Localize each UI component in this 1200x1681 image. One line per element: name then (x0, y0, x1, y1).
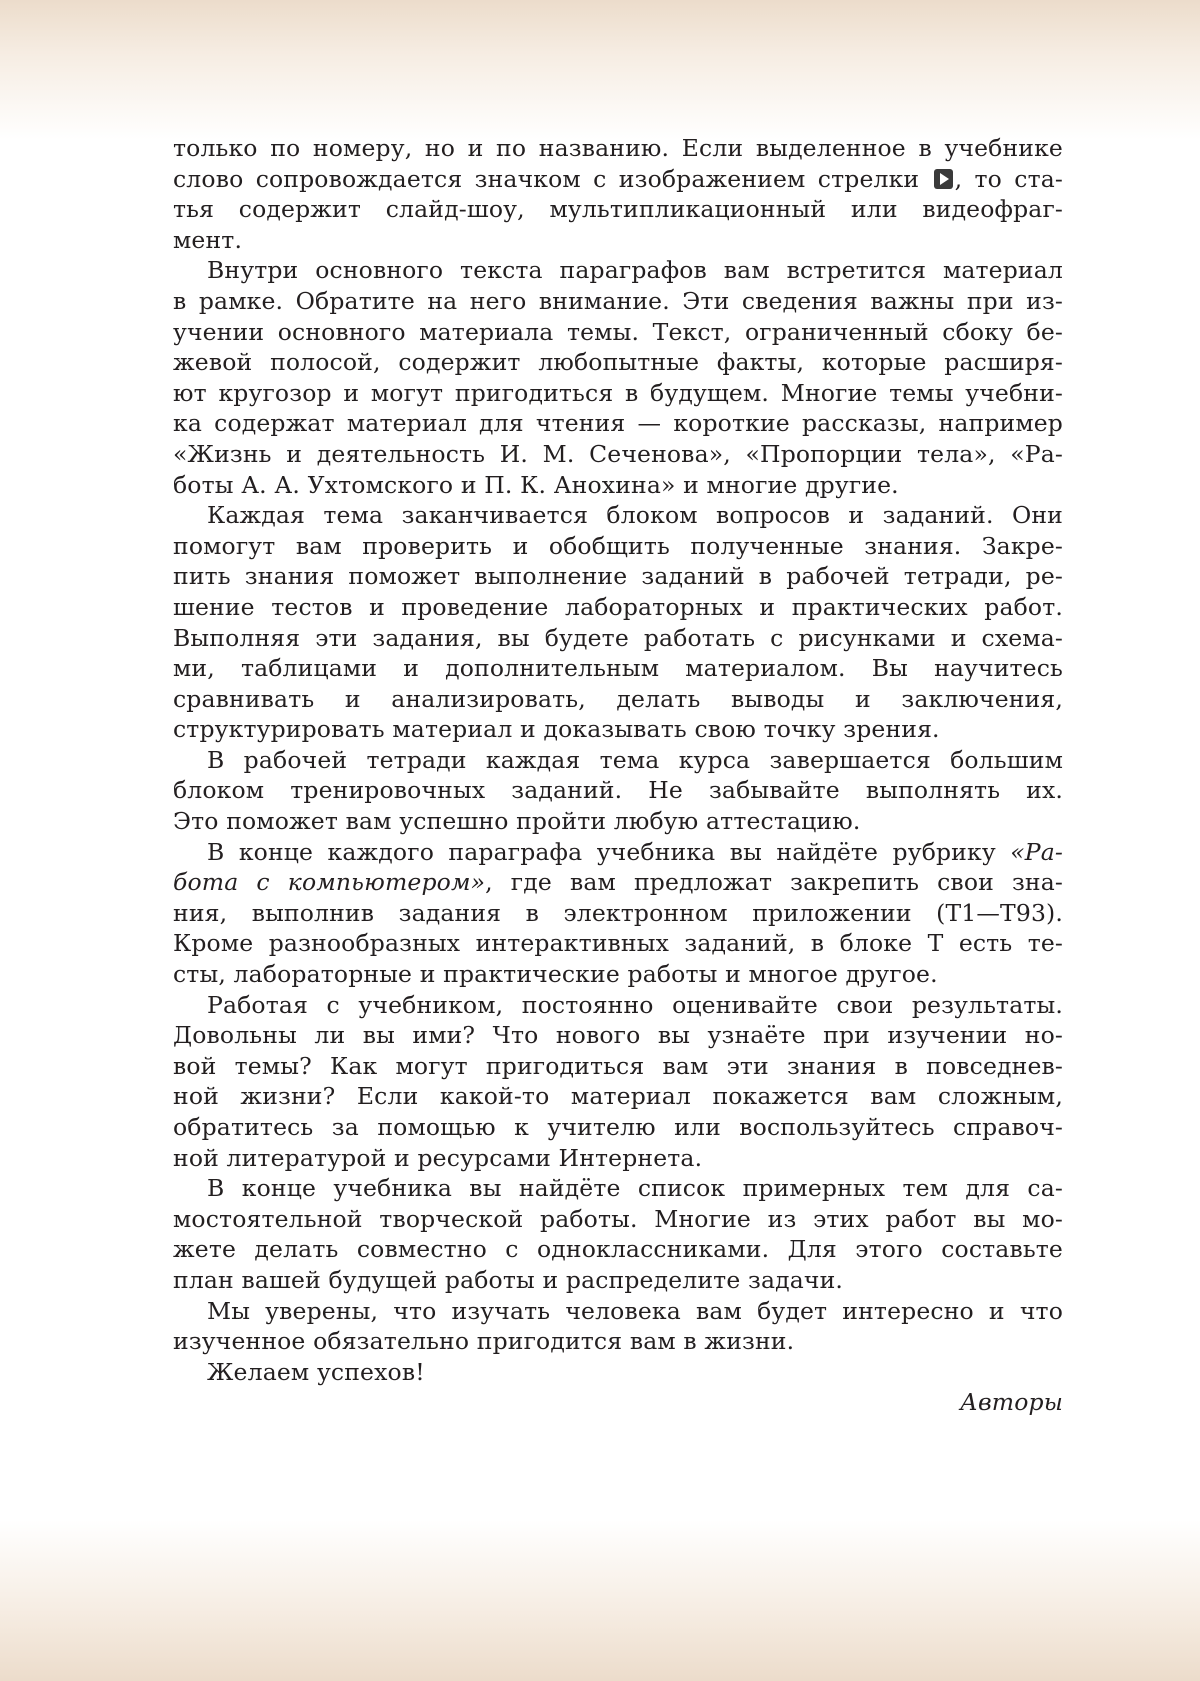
text-line: вой темы? Как могут пригодиться вам эти знания в повседнев- (173, 1051, 1063, 1080)
text-line: сравнивать и анализировать, делать выводы и заключения, (173, 684, 1063, 713)
text-line: учении основного материала темы. Текст, ограниченный сбоку бе- (173, 317, 1063, 346)
text-line: Внутри основного текста параграфов вам встретится материал (207, 256, 1063, 285)
text-line: боты А. А. Ухтомского и П. К. Анохина» и многие другие. (173, 470, 899, 499)
text-line: Довольны ли вы ими? Что нового вы узнаёте при изучении но- (173, 1021, 1063, 1050)
text-line: Работая с учебником, постоянно оценивайте свои результаты. (207, 990, 1063, 1019)
text-line: Это поможет вам успешно пройти любую аттестацию. (173, 807, 861, 836)
play-arrow-icon (934, 169, 953, 189)
text-line: помогут вам проверить и обобщить полученные знания. Закре- (173, 531, 1063, 560)
text-line: сты, лабораторные и практические работы и многое другое. (173, 960, 938, 989)
text-line: Желаем успехов! (207, 1357, 425, 1386)
text-line: ной литературой и ресурсами Интернета. (173, 1143, 703, 1172)
italic-text: бота с компьютером» (173, 868, 486, 897)
text-line: обратитесь за помощью к учителю или воспользуйтесь справоч- (173, 1113, 1063, 1141)
text-line: Выполняя эти задания, вы будете работать с рисунками и схема- (173, 623, 1063, 652)
text-line: ка содержат материал для чтения — короткие рассказы, например (173, 409, 1063, 438)
text-line: жете делать совместно с одноклассниками. Для этого составьте (173, 1235, 1063, 1264)
text-line: ной жизни? Если какой-то материал покажется вам сложным, (173, 1082, 1063, 1111)
text-line: ния, выполнив задания в электронном приложении (Т1—Т93). (173, 898, 1063, 927)
italic-text: «Ра- (1010, 837, 1063, 866)
text-line: слово сопровождается значком с изображением стрелки , то ста- (173, 164, 1063, 193)
text-line: структурировать материал и доказывать свою точку зрения. (173, 715, 940, 744)
text-line: В рабочей тетради каждая тема курса завершается большим (207, 745, 1063, 774)
text-line: изученное обязательно пригодится вам в жизни. (173, 1327, 795, 1356)
body-text (173, 133, 1063, 1418)
text-line: ми, таблицами и дополнительным материалом. Вы научитесь (173, 654, 1063, 683)
text-line: только по номеру, но и по названию. Если выделенное в учебнике (173, 134, 1063, 162)
text-line: «Жизнь и деятельность И. М. Сеченова», «Пропорции тела», «Ра- (173, 439, 1063, 468)
text-line: блоком тренировочных заданий. Не забывайте выполнять их. (173, 776, 1063, 805)
text-line: мент. (173, 225, 243, 254)
text-line: жевой полосой, содержит любопытные факты, которые расширя- (173, 348, 1063, 377)
text-line: Кроме разнообразных интерактивных заданий, в блоке Т есть те- (173, 929, 1063, 958)
text-line: шение тестов и проведение лабораторных и практических работ. (173, 592, 1063, 621)
text-line: в рамке. Обратите на него внимание. Эти сведения важны при из- (173, 286, 1063, 315)
text-line: пить знания поможет выполнение заданий в рабочей тетради, ре- (173, 562, 1063, 591)
text-line: тья содержит слайд-шоу, мультипликационный или видеофраг- (173, 195, 1063, 224)
text-line: Каждая тема заканчивается блоком вопросов и заданий. Они (207, 501, 1063, 530)
text-line: ют кругозор и могут пригодиться в будущем. Многие темы учебни- (173, 378, 1063, 407)
text-line: план вашей будущей работы и распределите задачи. (173, 1265, 844, 1294)
text-line: мостоятельной творческой работы. Многие из этих работ вы мо- (173, 1204, 1063, 1233)
text-line: В конце учебника вы найдёте список примерных тем для са- (207, 1174, 1063, 1203)
authors-signature: Авторы (960, 1388, 1063, 1417)
text-line: бота с компьютером», где вам предложат закрепить свои зна- (173, 868, 1063, 897)
text-line: Мы уверены, что изучать человека вам будет интересно и что (207, 1296, 1063, 1325)
text-line: В конце каждого параграфа учебника вы найдёте рубрику «Ра- (207, 837, 1063, 866)
